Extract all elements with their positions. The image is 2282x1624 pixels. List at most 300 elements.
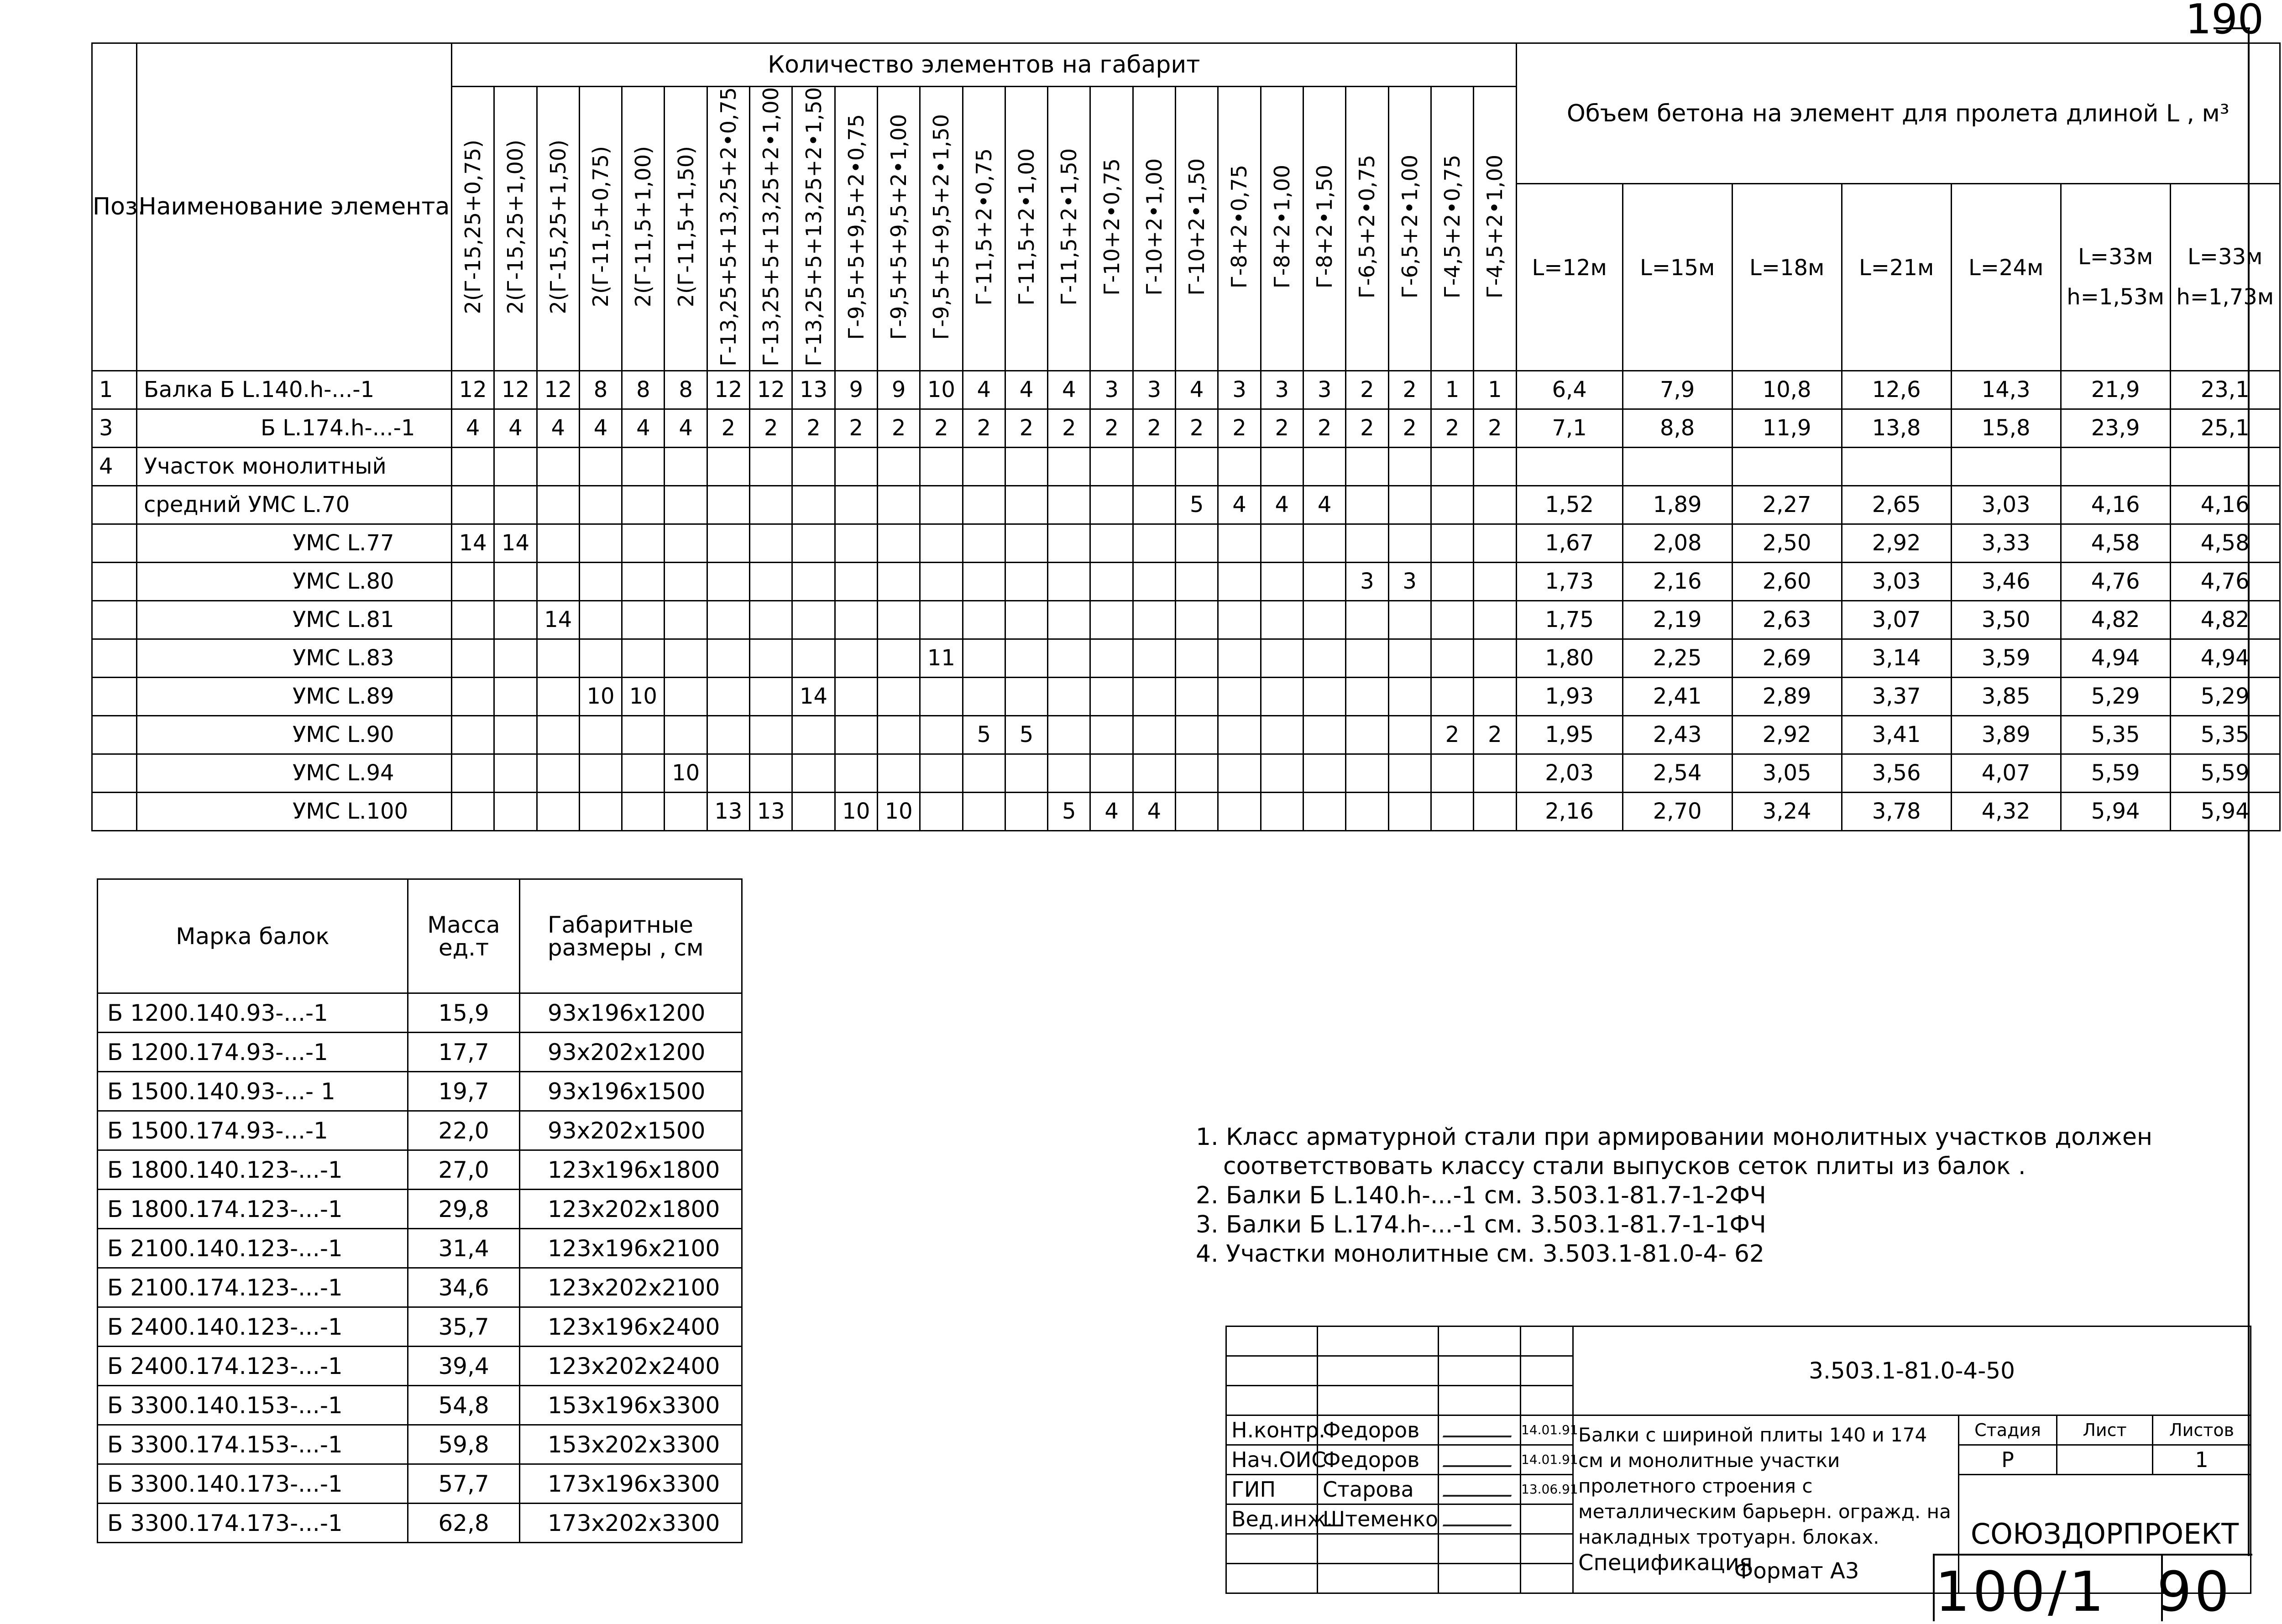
count-cell	[1388, 524, 1431, 562]
gabarit-label: Г-9,5+5+9,5+2•0,75	[843, 114, 869, 340]
volume-cell: 5,29	[2061, 677, 2170, 715]
count-cell	[963, 677, 1005, 715]
count-cell: 3	[1218, 371, 1261, 409]
count-cell	[1474, 792, 1517, 830]
staff-name-2: Федоров	[1318, 1445, 1439, 1475]
count-cell	[835, 754, 877, 792]
count-cell	[877, 677, 920, 715]
count-cell	[494, 792, 537, 830]
count-cell	[792, 486, 835, 524]
count-cell	[1431, 524, 1473, 562]
row-pos	[92, 792, 137, 830]
count-cell	[579, 639, 622, 677]
count-cell: 1	[1474, 371, 1517, 409]
count-cell	[1048, 447, 1090, 486]
count-cell	[1431, 792, 1473, 830]
count-cell	[1346, 677, 1388, 715]
gabarit-label: Г-6,5+2•0,75	[1355, 155, 1380, 299]
volume-cell: 2,16	[1516, 792, 1623, 830]
volume-cell: 2,41	[1623, 677, 1732, 715]
count-cell	[1346, 601, 1388, 639]
count-cell	[1005, 792, 1047, 830]
table-row	[92, 486, 2280, 524]
count-cell	[750, 639, 792, 677]
count-cell	[537, 715, 579, 754]
count-cell: 2	[1176, 409, 1218, 447]
marks-row	[98, 1347, 742, 1386]
count-cell	[1388, 639, 1431, 677]
gabarit-label: Г-10+2•1,00	[1141, 158, 1167, 296]
count-cell: 2	[1474, 409, 1517, 447]
count-cell: 4	[1090, 792, 1133, 830]
beam-mass: 62,8	[408, 1504, 520, 1543]
table-row	[92, 715, 2280, 754]
count-cell	[835, 447, 877, 486]
volume-cell: 5,35	[2170, 715, 2280, 754]
count-cell	[1303, 524, 1345, 562]
count-cell	[1176, 754, 1218, 792]
span-header	[2170, 184, 2280, 371]
volume-cell: 7,9	[1623, 371, 1732, 409]
beam-mass: 31,4	[408, 1229, 520, 1268]
volume-cell: 1,89	[1623, 486, 1732, 524]
volume-cell: 3,03	[1951, 486, 2061, 524]
marks-row	[98, 1111, 742, 1150]
count-cell	[579, 754, 622, 792]
count-cell	[707, 447, 749, 486]
gabarit-header	[1346, 87, 1388, 371]
table-row	[92, 677, 2280, 715]
count-cell	[1261, 447, 1303, 486]
volume-cell: 3,33	[1951, 524, 2061, 562]
count-cell	[835, 639, 877, 677]
table-row	[92, 754, 2280, 792]
count-cell	[1474, 754, 1517, 792]
count-cell	[1005, 562, 1047, 601]
row-name: УМС L.100	[137, 792, 452, 830]
count-cell	[877, 524, 920, 562]
volume-cell	[2061, 447, 2170, 486]
count-cell	[707, 524, 749, 562]
volume-cell: 25,1	[2170, 409, 2280, 447]
count-cell	[1090, 562, 1133, 601]
gabarit-label: Г-9,5+5+9,5+2•1,00	[886, 114, 911, 340]
count-cell: 2	[1388, 409, 1431, 447]
span-header	[2061, 184, 2170, 371]
count-cell	[1005, 601, 1047, 639]
count-cell	[920, 486, 963, 524]
count-cell	[579, 792, 622, 830]
beam-mark: Б 2100.174.123-...-1	[98, 1268, 408, 1307]
count-cell	[750, 715, 792, 754]
gabarit-header	[1218, 87, 1261, 371]
count-cell: 4	[1261, 486, 1303, 524]
table-row	[92, 447, 2280, 486]
count-cell	[920, 562, 963, 601]
volume-cell: 7,1	[1516, 409, 1623, 447]
gabarit-header	[963, 87, 1005, 371]
count-cell	[707, 562, 749, 601]
count-cell: 14	[537, 601, 579, 639]
count-cell	[452, 715, 494, 754]
beam-dims: 123x196x2100	[520, 1229, 742, 1268]
row-name: УМС L.80	[137, 562, 452, 601]
volume-cell: 2,70	[1623, 792, 1732, 830]
gabarit-header	[1474, 87, 1517, 371]
count-cell	[1133, 447, 1175, 486]
count-cell	[494, 715, 537, 754]
count-cell	[1388, 792, 1431, 830]
count-cell	[963, 524, 1005, 562]
beam-dims: 93x202x1500	[520, 1111, 742, 1150]
volume-cell: 2,16	[1623, 562, 1732, 601]
stage-value: Р	[1959, 1445, 2057, 1475]
marks-row	[98, 1386, 742, 1425]
note-1-cont: соответствовать классу стали выпусков сеток плиты из балок .	[1223, 1153, 2026, 1180]
table-row	[92, 371, 2280, 409]
count-cell	[1474, 639, 1517, 677]
gabarit-header	[920, 87, 963, 371]
doc-description-last: Спецификация	[1578, 1550, 1753, 1576]
beam-mass: 35,7	[408, 1307, 520, 1347]
span-header	[1951, 184, 2061, 371]
beam-dims: 173x196x3300	[520, 1464, 742, 1504]
count-cell: 5	[1048, 792, 1090, 830]
count-cell: 2	[1303, 409, 1345, 447]
span-height: h=1,73м	[2176, 284, 2274, 310]
volume-cell: 4,94	[2170, 639, 2280, 677]
volume-cell: 4,58	[2170, 524, 2280, 562]
volume-cell: 4,07	[1951, 754, 2061, 792]
row-name: УМС L.81	[137, 601, 452, 639]
count-cell	[707, 639, 749, 677]
staff-role-1: Н.контр.	[1226, 1415, 1318, 1445]
marks-row	[98, 1504, 742, 1543]
count-cell	[1431, 677, 1473, 715]
beam-mark: Б 1200.174.93-...-1	[98, 1033, 408, 1072]
volume-cell: 2,63	[1732, 601, 1842, 639]
count-cell	[835, 715, 877, 754]
count-cell	[963, 601, 1005, 639]
count-cell: 5	[1005, 715, 1047, 754]
count-cell: 4	[1133, 792, 1175, 830]
volume-cell: 3,78	[1842, 792, 1951, 830]
volume-cell: 1,80	[1516, 639, 1623, 677]
count-cell	[1388, 447, 1431, 486]
count-cell	[920, 524, 963, 562]
count-cell	[1090, 754, 1133, 792]
count-cell	[1133, 639, 1175, 677]
gabarit-header	[665, 87, 707, 371]
count-cell	[1474, 601, 1517, 639]
table-row	[92, 524, 2280, 562]
count-cell	[920, 447, 963, 486]
row-pos: 3	[92, 409, 137, 447]
beam-marks-table	[97, 878, 743, 1543]
volume-header: Объем бетона на элемент для пролета длиной L , м³	[1516, 43, 2280, 184]
count-cell	[537, 486, 579, 524]
count-cell	[1431, 639, 1473, 677]
count-cell	[1048, 486, 1090, 524]
count-cell: 3	[1261, 371, 1303, 409]
sheet-code	[1935, 1561, 2232, 1624]
count-cell	[452, 601, 494, 639]
volume-cell: 2,65	[1842, 486, 1951, 524]
count-cell	[1261, 754, 1303, 792]
count-cell	[665, 677, 707, 715]
count-cell	[1176, 792, 1218, 830]
count-cell	[494, 677, 537, 715]
count-cell	[835, 677, 877, 715]
sheets-value: 1	[2153, 1445, 2251, 1475]
count-cell	[494, 639, 537, 677]
count-cell	[1048, 601, 1090, 639]
count-cell	[1431, 601, 1473, 639]
count-cell	[1090, 639, 1133, 677]
count-cell	[792, 715, 835, 754]
count-cell: 3	[1346, 562, 1388, 601]
note-4: 4. Участки монолитные см. 3.503.1-81.0-4- 62	[1196, 1240, 1764, 1268]
span-label: L=21м	[1859, 255, 1934, 281]
count-cell	[1218, 754, 1261, 792]
count-cell	[1133, 601, 1175, 639]
gabarit-label: Г-9,5+5+9,5+2•1,50	[929, 114, 954, 340]
row-pos	[92, 639, 137, 677]
count-cell	[1048, 639, 1090, 677]
count-cell: 4	[1005, 371, 1047, 409]
beam-dims: 93x202x1200	[520, 1033, 742, 1072]
count-cell	[665, 639, 707, 677]
count-cell	[963, 447, 1005, 486]
volume-cell: 3,03	[1842, 562, 1951, 601]
volume-cell: 2,89	[1732, 677, 1842, 715]
count-cell	[1303, 601, 1345, 639]
marks-row	[98, 1033, 742, 1072]
sheet-code-page: 90	[2156, 1561, 2232, 1624]
volume-cell: 2,08	[1623, 524, 1732, 562]
count-cell	[835, 562, 877, 601]
gabarit-header	[750, 87, 792, 371]
count-cell: 9	[877, 371, 920, 409]
count-cell	[494, 562, 537, 601]
gabarit-header	[1005, 87, 1047, 371]
row-name: УМС L.89	[137, 677, 452, 715]
count-cell	[579, 486, 622, 524]
count-cell: 2	[963, 409, 1005, 447]
count-cell	[1176, 601, 1218, 639]
count-cell: 8	[622, 371, 665, 409]
count-cell	[622, 715, 665, 754]
count-cell: 13	[792, 371, 835, 409]
marks-row	[98, 993, 742, 1033]
volume-cell	[1516, 447, 1623, 486]
count-cell: 5	[963, 715, 1005, 754]
count-cell: 3	[1090, 371, 1133, 409]
count-cell	[537, 524, 579, 562]
volume-cell: 1,73	[1516, 562, 1623, 601]
count-cell	[494, 754, 537, 792]
beam-mark: Б 2400.140.123-...-1	[98, 1307, 408, 1347]
beam-mark: Б 3300.140.173-...-1	[98, 1464, 408, 1504]
count-cell: 2	[1048, 409, 1090, 447]
count-cell	[579, 562, 622, 601]
count-cell: 3	[1133, 371, 1175, 409]
count-cell: 2	[1346, 371, 1388, 409]
doc-description-text: Балки с шириной плиты 140 и 174 см и монолитные участки пролетного строения с металлическим барьерн. огражд. на накладных тротуарн. блоках.	[1578, 1424, 1951, 1548]
count-cell	[1431, 486, 1473, 524]
count-cell	[1346, 486, 1388, 524]
count-cell: 13	[707, 792, 749, 830]
beam-mass: 34,6	[408, 1268, 520, 1307]
staff-date-3: 13.06.91	[1521, 1475, 1573, 1504]
volume-cell: 5,94	[2170, 792, 2280, 830]
row-pos: 4	[92, 447, 137, 486]
beam-mark: Б 1500.174.93-...-1	[98, 1111, 408, 1150]
count-cell	[452, 677, 494, 715]
count-cell	[835, 524, 877, 562]
count-cell: 4	[963, 371, 1005, 409]
name-header: Наименование элемента	[137, 43, 452, 371]
count-cell	[920, 754, 963, 792]
count-cell: 2	[792, 409, 835, 447]
pos-header: Поз.	[92, 43, 137, 371]
volume-cell: 13,8	[1842, 409, 1951, 447]
count-cell	[1388, 715, 1431, 754]
count-cell	[1261, 792, 1303, 830]
row-name: УМС L.94	[137, 754, 452, 792]
count-cell	[1176, 677, 1218, 715]
count-cell: 2	[1346, 409, 1388, 447]
count-cell	[1218, 562, 1261, 601]
count-cell	[750, 447, 792, 486]
volume-cell	[1623, 447, 1732, 486]
count-cell: 2	[1388, 371, 1431, 409]
volume-cell: 23,9	[2061, 409, 2170, 447]
count-cell	[707, 715, 749, 754]
gabarit-label: Г-8+2•1,00	[1269, 165, 1294, 289]
staff-role-2: Нач.ОИС	[1226, 1445, 1318, 1475]
count-cell	[1346, 447, 1388, 486]
count-cell	[920, 715, 963, 754]
gabarit-label: Г-10+2•1,50	[1184, 158, 1209, 296]
volume-cell: 10,8	[1732, 371, 1842, 409]
count-cell: 13	[750, 792, 792, 830]
staff-date-2: 14.01.91	[1521, 1445, 1573, 1475]
count-cell	[1090, 486, 1133, 524]
format-label: Формат А3	[1734, 1558, 1859, 1584]
count-cell	[1218, 715, 1261, 754]
span-header	[1732, 184, 1842, 371]
count-cell: 2	[1090, 409, 1133, 447]
count-cell: 5	[1176, 486, 1218, 524]
gabarit-label: Г-4,5+2•1,00	[1482, 155, 1507, 299]
row-pos	[92, 562, 137, 601]
volume-cell	[2170, 447, 2280, 486]
count-cell	[877, 447, 920, 486]
beam-mark: Б 1800.140.123-...-1	[98, 1150, 408, 1190]
count-cell: 4	[1218, 486, 1261, 524]
beam-dims: 93x196x1200	[520, 993, 742, 1033]
count-cell	[750, 677, 792, 715]
beam-mass: 22,0	[408, 1111, 520, 1150]
count-cell	[707, 601, 749, 639]
count-cell	[1346, 754, 1388, 792]
count-cell	[1218, 792, 1261, 830]
gabarit-label: 2(Г-11,5+1,50)	[673, 146, 698, 308]
count-cell	[665, 601, 707, 639]
sheet-label: Лист	[2057, 1415, 2153, 1445]
count-cell	[750, 486, 792, 524]
volume-cell: 4,76	[2061, 562, 2170, 601]
count-cell: 8	[579, 371, 622, 409]
count-cell	[1176, 562, 1218, 601]
count-cell: 12	[537, 371, 579, 409]
beam-dims: 153x196x3300	[520, 1386, 742, 1425]
gabarit-label: Г-6,5+2•1,00	[1397, 155, 1422, 299]
staff-name-3: Старова	[1318, 1475, 1439, 1504]
count-cell	[1005, 486, 1047, 524]
row-pos	[92, 754, 137, 792]
specification-table	[91, 42, 2281, 831]
gabarit-header	[452, 87, 494, 371]
row-pos	[92, 524, 137, 562]
count-cell	[707, 754, 749, 792]
count-cell	[1261, 562, 1303, 601]
count-cell: 4	[579, 409, 622, 447]
volume-cell: 21,9	[2061, 371, 2170, 409]
beam-mark: Б 2100.140.123-...-1	[98, 1229, 408, 1268]
beam-mass: 54,8	[408, 1386, 520, 1425]
volume-cell: 4,94	[2061, 639, 2170, 677]
row-pos	[92, 486, 137, 524]
count-cell	[452, 486, 494, 524]
staff-date-1: 14.01.91	[1521, 1415, 1573, 1445]
count-cell	[537, 447, 579, 486]
volume-cell: 3,59	[1951, 639, 2061, 677]
count-cell: 2	[1133, 409, 1175, 447]
note-2: 2. Балки Б L.140.h-...-1 см. 3.503.1-81.7-1-2ФЧ	[1196, 1182, 1766, 1209]
count-cell	[1048, 677, 1090, 715]
count-cell	[1048, 754, 1090, 792]
volume-cell: 3,41	[1842, 715, 1951, 754]
gabarit-header	[1133, 87, 1175, 371]
gabarit-label: Г-13,25+5+13,25+2•0,75	[716, 87, 741, 366]
count-cell	[1133, 562, 1175, 601]
table-row	[92, 601, 2280, 639]
count-cell	[494, 486, 537, 524]
beam-mark: Б 1800.174.123-...-1	[98, 1190, 408, 1229]
gabarit-header	[877, 87, 920, 371]
count-cell	[1474, 562, 1517, 601]
count-cell	[622, 639, 665, 677]
count-cell	[1388, 754, 1431, 792]
bottom-stamp-line	[1933, 1554, 2252, 1556]
marks-row	[98, 1190, 742, 1229]
beam-mass: 27,0	[408, 1150, 520, 1190]
beam-mass: 57,7	[408, 1464, 520, 1504]
volume-cell: 11,9	[1732, 409, 1842, 447]
volume-cell: 3,37	[1842, 677, 1951, 715]
count-cell: 2	[1431, 715, 1473, 754]
stage-label: Стадия	[1959, 1415, 2057, 1445]
count-cell: 9	[835, 371, 877, 409]
count-cell: 1	[1431, 371, 1473, 409]
count-cell: 4	[1303, 486, 1345, 524]
count-cell	[622, 524, 665, 562]
count-cell	[1133, 524, 1175, 562]
count-cell: 2	[877, 409, 920, 447]
row-name: Балка Б L.140.h-...-1	[137, 371, 452, 409]
